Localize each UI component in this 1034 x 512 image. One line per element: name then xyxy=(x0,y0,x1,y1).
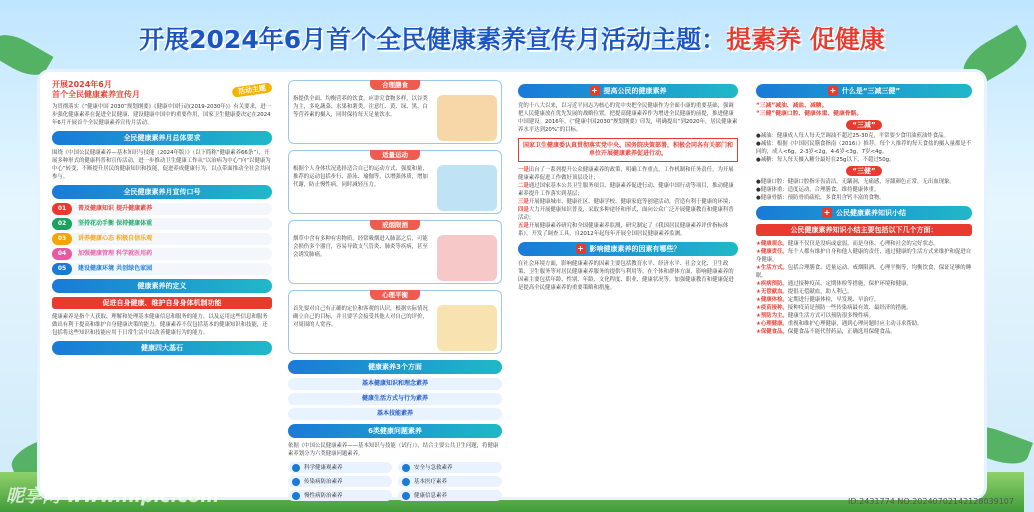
summary-lead: ★疾病预防。 xyxy=(756,281,788,287)
summary-lead: ★保健食品。 xyxy=(756,329,788,335)
card-illustration xyxy=(437,235,497,281)
slogan-list xyxy=(52,203,272,275)
watermark-logo: 昵享网 www.nipic.com xyxy=(6,486,220,507)
cornerstone-card xyxy=(288,150,502,214)
definition-red-text: 促进自身健康、维护自身身体机制功能 xyxy=(102,299,222,307)
summary-title-text: 公民健康素养知识小结主要包括以下几个方面： xyxy=(790,226,938,234)
six-type-item xyxy=(288,490,392,501)
measure-text: 通过国家基本公共卫生服务项目、健康素养促进行动、健康中国行动等项目，推动健康素养提升工作落实到基层； xyxy=(518,183,734,197)
watermark-id: ID:2431774 NO:20240702142128039107 xyxy=(847,497,1014,506)
summary-lead: ★生活方式。 xyxy=(756,265,788,271)
activity-theme-badge: 活动主题 xyxy=(231,82,272,97)
three-reduce-tag: “三减” xyxy=(846,120,881,130)
summary-lead: ★疫苗接种。 xyxy=(756,305,788,311)
col1-intro: 为贯彻落实《“健康中国 2030”规划纲要》《健康中国行动(2019-2030年)》有关要求，进一步强化健康素养在促进全民健康、建设健康中国中的重要作用，国家卫生健康委决定在2024年6月开展首个全民健康素养宣传月活动。 xyxy=(52,104,272,126)
card-title: 合理膳食 xyxy=(370,80,420,90)
bar-three-reduce-label: 什么是“三减三健” xyxy=(841,87,901,95)
summary-text: 保健食品不能代替药品，正确选用保健食品。 xyxy=(787,329,896,335)
summary-text: 通过接种疫苗、定期体检等措施，保护环境和健康。 xyxy=(787,281,912,287)
summary-lead: ★健康责任。 xyxy=(756,249,788,255)
card-text: 根据个人身体状况选择适合自己的运动方式、强度和量，推荐的运动包括步行、游泳、瑜伽等，以增强体质，增加代谢，防止慢性病，同时减轻压力。 xyxy=(293,166,428,188)
summary-title xyxy=(756,224,972,236)
plus-icon: + xyxy=(591,86,598,95)
slogan-number: 05 xyxy=(52,263,72,275)
col1-head2: 首个全民健康素养宣传月 xyxy=(52,90,140,99)
measure-text: 大力开展健康知识普及，采取多种途径和形式，面向公众广泛开展健康教育和健康科普活动； xyxy=(518,207,734,221)
summary-lead: ★预防为主。 xyxy=(756,313,788,319)
summary-text: 健康不仅仅是没病或虚弱，而是身体、心理和社会的完好状态。 xyxy=(787,241,939,247)
card-title: 心理平衡 xyxy=(370,290,420,300)
three-reduce-red1: “三减”减油、减盐、减糖。 xyxy=(756,103,828,109)
bar-four-cornerstones-label: 健康四大基石 xyxy=(141,344,183,352)
summary-text: 健康生活方式可以预防很多慢性病。 xyxy=(787,313,875,319)
measure-text: 出台了一系列提升公众健康素养的政策，明确工作重点，工作机制和任务责任，为开展健康素养促进工作做好顶层设计； xyxy=(518,167,734,181)
six-type-label: 健康信息素养 xyxy=(414,492,448,499)
card-text: 烟草中含有多种有害物质，经常吸烟进入肺部之后，可能会损伤多个器官，容易导致支气管炎、肺炎等疾病，甚至会诱发肺癌。 xyxy=(293,236,428,258)
bar-slogans-label: 全民健康素养月宣传口号 xyxy=(123,188,201,196)
dot-icon xyxy=(292,464,300,472)
bar-improve-literacy xyxy=(518,84,738,98)
column-3 xyxy=(518,80,738,490)
dot-icon xyxy=(402,492,410,500)
card-title: 戒烟限酒 xyxy=(370,220,420,230)
six-type-item xyxy=(288,476,392,487)
red-notice-box: 国家卫生健康委认真贯彻落实党中央、国务院决策部署，积极会同各有关部门和单位开展健康素养促进行动。 xyxy=(518,138,738,162)
summary-text: 每个人都有维护自身和他人健康的责任，通过健康的生活方式来维护和促进自身健康。 xyxy=(756,249,972,263)
slogan-item xyxy=(52,233,272,245)
summary-lead: ★健康体检。 xyxy=(756,297,788,303)
col1-head1: 开展2024年6月 xyxy=(52,80,112,89)
health-item: ●健康骨骼：预防骨质疏松，多食用含钙丰富的食物。 xyxy=(756,195,885,201)
six-type-label: 基本医疗素养 xyxy=(414,478,448,485)
slogan-item xyxy=(52,248,272,260)
page-title xyxy=(0,20,1024,56)
three-reduce-red2: “三健”健康口腔、健康体重、健康骨骼。 xyxy=(756,111,863,117)
six-type-label: 慢性病防治素养 xyxy=(304,492,343,499)
column-2 xyxy=(288,80,502,499)
cornerstone-card xyxy=(288,80,502,144)
health-item: ●减盐：根据《中国居民膳食指南（2016）》推荐，每个人推荐的每天食盐的摄入量都是不同的，成人<6g，2-3岁<2g，4-6岁<3g，7岁<4g。 xyxy=(756,141,972,155)
measure-lead: 四是 xyxy=(518,207,529,213)
card-text: 指提供全面、均衡营养的饮食，应讲究食物多样，以谷类为主，多吃蔬菜、水果和薯类，注意红、黄、绿、黑、白等营养素的摄入，同时保持每天足量饮水。 xyxy=(293,96,428,118)
six-type-item xyxy=(398,462,502,473)
three-health-items xyxy=(756,178,972,202)
summary-item xyxy=(756,296,972,304)
health-item: ●减油：健康成人每人每天烹调油不超过25-30克，平常要少食用油煎油炸食品。 xyxy=(756,133,949,139)
bar-six-types xyxy=(288,424,502,438)
summary-lead: ★心理健康。 xyxy=(756,321,788,327)
measure-item xyxy=(518,182,738,198)
slogan-number: 03 xyxy=(52,233,72,245)
measure-lead: 五是 xyxy=(518,223,529,229)
summary-text: 提倡无偿献血，助人利己。 xyxy=(787,289,853,295)
summary-item xyxy=(756,304,972,312)
summary-item xyxy=(756,240,972,248)
plus-icon: + xyxy=(829,86,837,95)
column-4 xyxy=(756,80,972,490)
health-item: ●减糖：每人每天摄入糖分最好在25g以下，不超过50g。 xyxy=(756,157,895,163)
cornerstone-cards xyxy=(288,80,502,354)
summary-item xyxy=(756,320,972,328)
summary-item xyxy=(756,312,972,320)
aspect-item: 基本健康知识和理念素养 xyxy=(288,378,502,390)
aspect-list xyxy=(288,378,502,420)
six-types-intro: 依据《中国公民健康素养——基本知识与技能（试行）》，结合主要公共卫生问题，将健康素养划分为六类健康问题素养。 xyxy=(288,443,499,457)
bar-factors-label: 影响健康素养的因素有哪些？ xyxy=(589,245,681,253)
six-type-label: 传染病防治素养 xyxy=(304,478,343,485)
slogan-text: 坚持花动手衡 保持健康体重 xyxy=(78,220,153,227)
title-highlight: 提素养 促健康 xyxy=(726,25,885,54)
bar-four-cornerstones xyxy=(52,341,272,355)
col3-factors: 在社会环境方面，影响健康素养的因素主要包括教育水平、经济水平、社会文化、卫生政策、卫生服务等对居民健康素养服务的提供与利用等。在个体和群体方面，影响健康素养的因素主要包括年龄、性别、年龄、文化程度、职业、健康状况等。加强健康教育和健康促进是提高全民健康素养的重要策略和措施。 xyxy=(518,261,734,291)
bar-improve-literacy-label: 提高公民的健康素养 xyxy=(603,87,667,95)
aspect-item: 健康生活方式与行为素养 xyxy=(288,393,502,405)
measure-lead: 一是 xyxy=(518,167,529,173)
health-item: ●健康口腔：健康口腔指牙齿清洁，无龋洞，无痛感，牙龈颜色正常，无出血现象。 xyxy=(756,179,955,185)
card-illustration xyxy=(437,305,497,351)
summary-item xyxy=(756,288,972,296)
three-health-tag: “三健” xyxy=(846,166,881,176)
card-illustration xyxy=(437,95,497,141)
dot-icon xyxy=(292,492,300,500)
cornerstone-card xyxy=(288,290,502,354)
slogan-item xyxy=(52,263,272,275)
slogan-item xyxy=(52,218,272,230)
six-type-label: 安全与急救素养 xyxy=(414,464,453,471)
six-type-item xyxy=(398,476,502,487)
three-reduce-items xyxy=(756,132,972,164)
bar-three-aspects xyxy=(288,360,502,374)
summary-text: 重视和维护心理健康，遇到心理问题时应主动寻求帮助。 xyxy=(787,321,923,327)
bar-definition-label: 健康素养的定义 xyxy=(137,282,187,290)
dot-icon xyxy=(292,478,300,486)
cornerstone-card xyxy=(288,220,502,284)
summary-item xyxy=(756,328,972,336)
bar-requirements-label: 全民健康素养月总体要求 xyxy=(123,134,201,142)
bar-summary xyxy=(756,206,972,220)
bar-three-aspects-label: 健康素养3个方面 xyxy=(368,363,422,371)
measure-text: 开展健康城市、健康社区、健康学校、健康家庭等创建活动，营造有利于健康的环境； xyxy=(528,199,734,205)
bar-three-reduce xyxy=(756,84,972,98)
slogan-text: 普及健康知识 提升健康素养 xyxy=(78,205,153,212)
column-1 xyxy=(52,80,272,490)
measure-lead: 三是 xyxy=(518,199,529,205)
bar-definition xyxy=(52,279,272,293)
dot-icon xyxy=(402,478,410,486)
measure-lead: 二是 xyxy=(518,183,529,189)
summary-text: 包括合理膳食、适量运动、戒烟限酒、心理平衡等，均衡饮食，保证足够的睡眠。 xyxy=(756,265,972,279)
title-main: 开展2024年6月首个全民健康素养宣传月活动主题： xyxy=(139,25,727,54)
measure-item xyxy=(518,206,738,222)
six-types-grid xyxy=(288,462,502,501)
slogan-text: 加强健康管理 科学就医用药 xyxy=(78,250,153,257)
summary-item xyxy=(756,264,972,280)
summary-text: 接种疫苗是预防一些传染病最有效、最经济的措施。 xyxy=(787,305,912,311)
measure-item xyxy=(518,222,738,238)
slogan-text: 建设健康环境 共创绿色家园 xyxy=(78,265,153,272)
six-type-label: 科学健康观素养 xyxy=(304,464,343,471)
six-type-item xyxy=(398,490,502,501)
card-illustration xyxy=(437,165,497,211)
summary-item xyxy=(756,248,972,264)
summary-text: 定期进行健康体检，早发现、早治疗。 xyxy=(787,297,880,303)
bar-slogans xyxy=(52,185,272,199)
measure-item xyxy=(518,166,738,182)
col1-definition: 健康素养是指个人获取、理解和处理基本健康信息和服务的能力，以及运用这些信息和服务做出有利于提高和维护自身健康决策的能力。健康素养不仅包括基本的健康知识和技能，还包括将这些知识和技能应用于日常生活中以改善健康行为的能力。 xyxy=(52,314,268,336)
plus-icon: + xyxy=(823,208,831,217)
slogan-number: 02 xyxy=(52,218,72,230)
aspect-item: 基本技能素养 xyxy=(288,408,502,420)
bar-requirements xyxy=(52,131,272,145)
card-text: 首先要对自己有正确的定位和客观的认识，根据实际情况确立自己的目标，并且要学会接受其他人对自己的评价，对周围的人宽容。 xyxy=(293,306,428,328)
slogan-item xyxy=(52,203,272,215)
summary-lead: ★无偿献血。 xyxy=(756,289,788,295)
measure-text: 开展健康素养研究和全国健康素养监测，研究制定了《我国居民健康素养评价指标体系》，开发了调查工具，自2012年起每年开展全国居民健康素养监测。 xyxy=(518,223,729,237)
slogan-text: 讲养健康心态 积极自信乐观 xyxy=(78,235,153,242)
measure-item xyxy=(518,198,738,206)
bar-summary-label: 公民健康素养知识小结 xyxy=(836,209,906,217)
definition-red-banner xyxy=(52,297,272,309)
measure-list xyxy=(518,166,738,238)
plus-icon: + xyxy=(577,244,584,253)
col3-p1: 党的十八大以来，以习近平同志为核心的党中央把全民健康作为全面小康的重要基础，强调把人民健康放在优先发展的战略位置。把提高健康素养作为增进全民健康的前提，推进健康中国建设。2016年，《“健康中国2030”规划纲要》印发，明确提出“到2020年，居民健康素养水平达到20%”的目标。 xyxy=(518,103,738,133)
summary-list xyxy=(756,240,972,336)
col1-requirements: 围绕《中国公民健康素养—基本知识与技能（2024年版）》（以下简称“健康素养66条”），开展多种形式的健康科普和宣传活动，进一步推动卫生健康工作从“以治病为中心”向“以健康为中心”转变，不断提升居民的健康知识和技能，促进养成健康行为，以点带面推动全社会共同参与。 xyxy=(52,150,271,180)
bar-six-types-label: 6类健康问题素养 xyxy=(368,427,422,435)
bar-factors xyxy=(518,242,738,256)
health-item: ●健康体重：适度运动，合理膳食，维持健康体重。 xyxy=(756,187,880,193)
slogan-number: 01 xyxy=(52,203,72,215)
summary-item xyxy=(756,280,972,288)
slogan-number: 04 xyxy=(52,248,72,260)
summary-lead: ★健康观念。 xyxy=(756,241,788,247)
dot-icon xyxy=(402,464,410,472)
poster-board xyxy=(40,72,984,497)
card-title: 适量运动 xyxy=(370,150,420,160)
six-type-item xyxy=(288,462,392,473)
